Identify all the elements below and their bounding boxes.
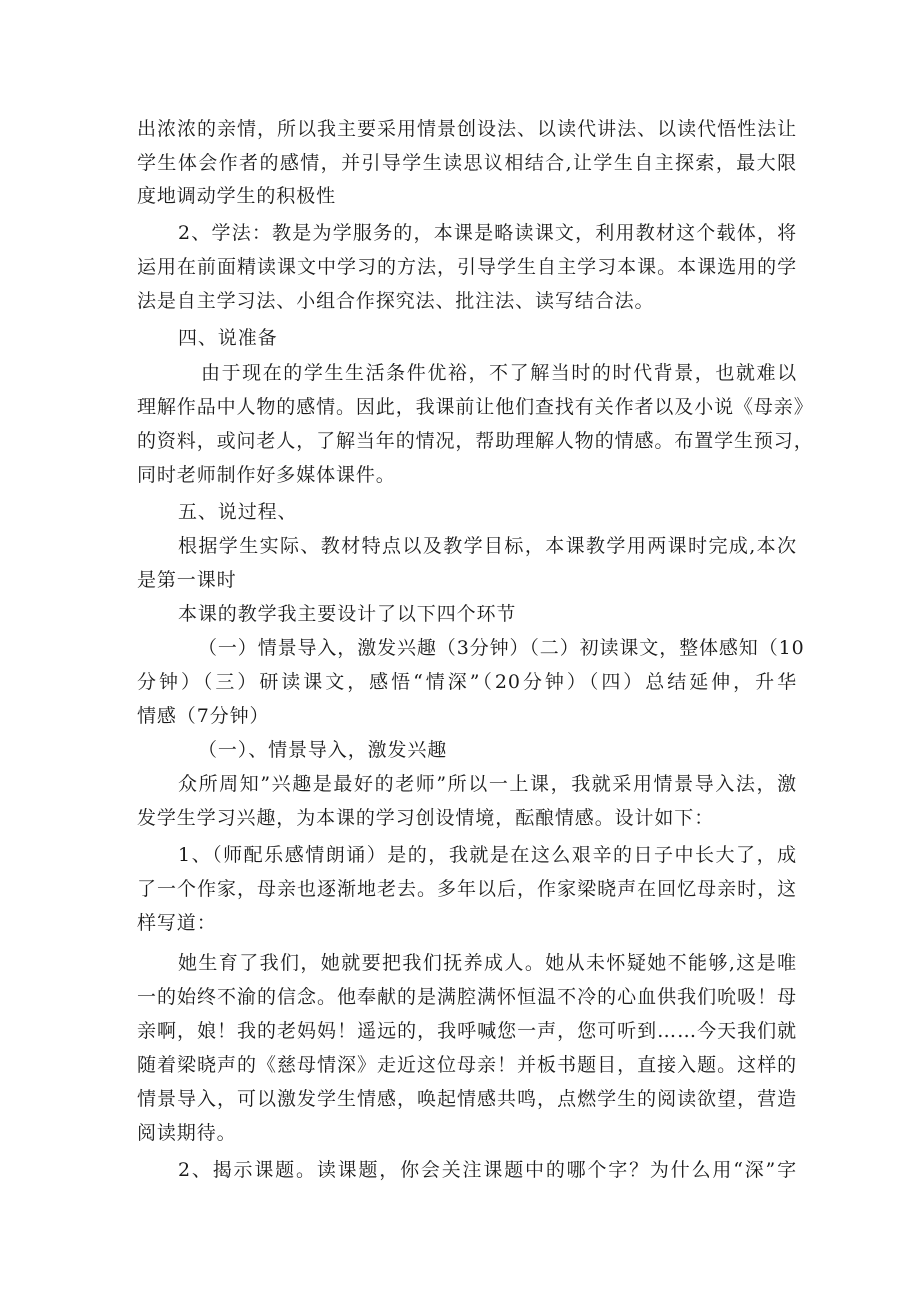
paragraph-line: 亲啊，娘！我的老妈妈！遥远的，我呼喊您一声，您可听到……今天我们就 (137, 1020, 797, 1042)
paragraph-line: 情景导入，可以激发学生情感，唤起情感共鸣，点燃学生的阅读欲望，营造 (137, 1088, 797, 1110)
paragraph-line: 样写道： (137, 912, 217, 934)
section-heading: 五、说过程、 (178, 501, 298, 523)
paragraph-line: 是第一课时 (137, 569, 237, 591)
paragraph-line: 同时老师制作好多媒体课件。 (137, 464, 396, 486)
paragraph-line: 学生体会作者的感情，并引导学生读思议相结合,让学生自主探索，最大限 (137, 152, 797, 174)
paragraph-line: 了一个作家，母亲也逐渐地老去。多年以后，作家梁晓声在回忆母亲时，这 (137, 878, 797, 900)
paragraph-line: 她生育了我们，她就要把我们抚养成人。她从未怀疑她不能够,这是唯 (178, 952, 797, 974)
paragraph-line: 一的始终不渝的信念。他奉献的是满腔满怀恒温不冷的心血供我们吮吸！母 (137, 986, 797, 1008)
paragraph-line: 的资料，或问老人，了解当年的情况，帮助理解人物的情感。布置学生预习， (137, 430, 814, 452)
paragraph-line: 分钟）（三）研读课文，感悟“情深”（20分钟）（四）总结延伸，升华 (137, 671, 797, 693)
subsection-heading: （一）、情景导入，激发兴趣 (198, 739, 448, 761)
paragraph-line: （一）情景导入，激发兴趣（3分钟）（二）初读课文，整体感知（10 (198, 637, 805, 659)
paragraph-line: 发学生学习兴趣，为本课的学习创设情境，酝酿情感。设计如下： (137, 807, 715, 829)
paragraph-line: 由于现在的学生生活条件优裕，不了解当时的时代背景，也就难以 (201, 362, 797, 384)
paragraph-line: 本课的教学我主要设计了以下四个环节 (178, 603, 517, 625)
paragraph-line: 度地调动学生的积极性 (137, 185, 337, 207)
paragraph-line: 法是自主学习法、小组合作探究法、批注法、读写结合法。 (137, 290, 655, 312)
paragraph-line: 众所周知”兴趣是最好的老师”所以一上课，我就采用情景导入法，激 (178, 773, 797, 795)
section-heading: 四、说准备 (178, 327, 278, 349)
paragraph-line: 运用在前面精读课文中学习的方法，引导学生自主学习本课。本课选用的学 (137, 256, 797, 278)
paragraph-line: 2、揭示课题。读课题，你会关注课题中的哪个字？为什么用“深”字 (178, 1159, 797, 1181)
paragraph-line: 情感（7分钟） (137, 705, 270, 727)
paragraph-line: 阅读期待。 (137, 1122, 237, 1144)
paragraph-line: 根据学生实际、教材特点以及教学目标，本课教学用两课时完成,本次 (178, 535, 797, 557)
paragraph-line: 1、（师配乐感情朗诵）是的，我就是在这么艰辛的日子中长大了，成 (178, 844, 797, 866)
paragraph-line: 出浓浓的亲情，所以我主要采用情景创设法、以读代讲法、以读代悟性法让 (137, 118, 797, 140)
paragraph-line: 2、学法：教是为学服务的，本课是略读课文，利用教材这个载体，将 (178, 222, 797, 244)
paragraph-line: 随着梁晓声的《慈母情深》走近这位母亲！并板书题目，直接入题。这样的 (137, 1054, 797, 1076)
paragraph-line: 理解作品中人物的感情。因此，我课前让他们查找有关作者以及小说《母亲》 (137, 396, 814, 418)
